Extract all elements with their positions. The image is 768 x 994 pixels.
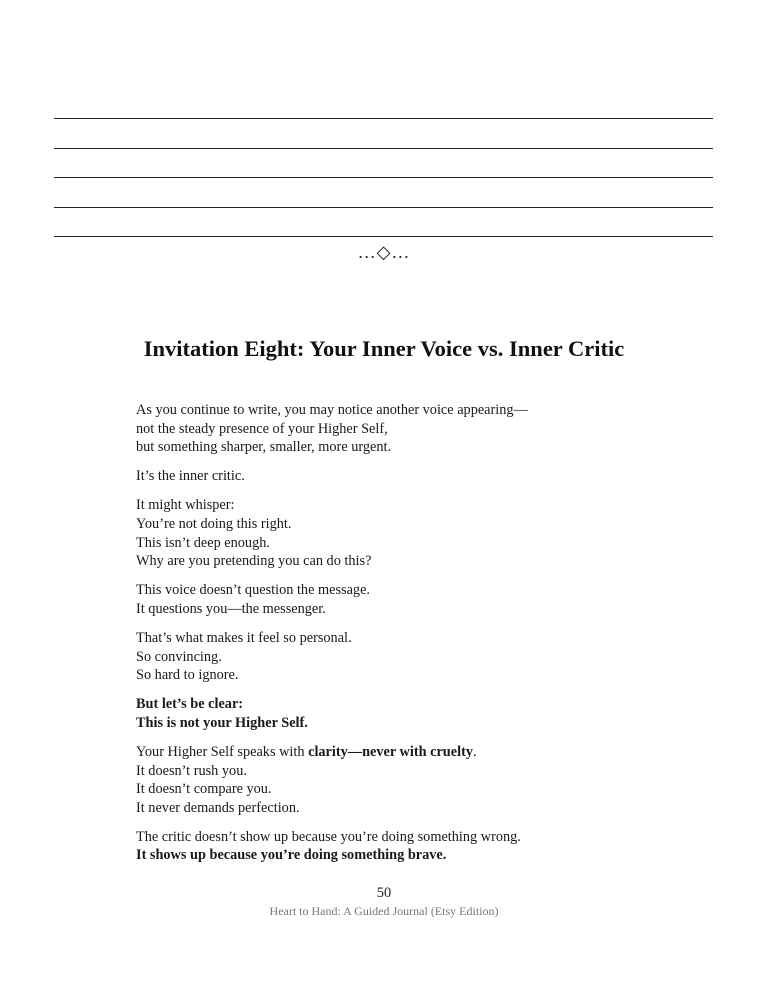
text-line: This is not your Higher Self. bbox=[136, 714, 308, 731]
writing-line bbox=[54, 118, 713, 119]
text-line: The critic doesn’t show up because you’re doing something wrong. bbox=[136, 828, 521, 845]
paragraph-whisper bbox=[136, 496, 696, 570]
body-text bbox=[136, 401, 696, 875]
text-line: This voice doesn’t question the message. bbox=[136, 582, 370, 599]
text-line: So convincing. bbox=[136, 648, 222, 665]
paragraph-intro bbox=[136, 401, 696, 457]
section-title: Invitation Eight: Your Inner Voice vs. Inner Critic bbox=[143, 336, 625, 361]
paragraph-messenger bbox=[136, 581, 696, 618]
text-line: It might whisper: bbox=[136, 497, 235, 514]
page-number: 50 bbox=[376, 885, 392, 901]
text-line: not the steady presence of your Higher Self, bbox=[136, 420, 388, 437]
writing-line bbox=[54, 236, 713, 237]
text-line: But let’s be clear: bbox=[136, 696, 244, 713]
text-line: but something sharper, smaller, more urgent. bbox=[136, 439, 392, 456]
text-line bbox=[136, 743, 696, 762]
section-divider-ornament: …◇… bbox=[357, 242, 411, 262]
paragraph-personal bbox=[136, 629, 696, 685]
text-line: That’s what makes it feel so personal. bbox=[136, 629, 352, 646]
paragraph-be-clear bbox=[136, 695, 696, 732]
writing-line bbox=[54, 207, 713, 208]
text-run: . bbox=[473, 743, 477, 760]
text-line: It shows up because you’re doing something brave. bbox=[136, 847, 447, 864]
text-line: It questions you—the messenger. bbox=[136, 600, 326, 617]
text-line: This isn’t deep enough. bbox=[136, 534, 270, 551]
text-line: Why are you pretending you can do this? bbox=[136, 553, 372, 570]
text-line: You’re not doing this right. bbox=[136, 515, 292, 532]
paragraph-brave bbox=[136, 828, 696, 865]
footer-book-title: Heart to Hand: A Guided Journal (Etsy Edition) bbox=[269, 904, 499, 918]
text-line: It’s the inner critic. bbox=[136, 468, 245, 485]
paragraph-inner-critic bbox=[136, 467, 696, 486]
text-line: It never demands perfection. bbox=[136, 799, 300, 816]
text-line: As you continue to write, you may notice another voice appearing— bbox=[136, 402, 528, 418]
text-line: It doesn’t rush you. bbox=[136, 762, 247, 779]
emphasis-text: clarity—never with cruelty bbox=[308, 743, 473, 760]
writing-line bbox=[54, 177, 713, 178]
text-line: It doesn’t compare you. bbox=[136, 781, 272, 798]
writing-line bbox=[54, 148, 713, 149]
text-line: So hard to ignore. bbox=[136, 667, 239, 684]
paragraph-higher-self bbox=[136, 743, 696, 817]
text-run: Your Higher Self speaks with bbox=[136, 743, 309, 760]
